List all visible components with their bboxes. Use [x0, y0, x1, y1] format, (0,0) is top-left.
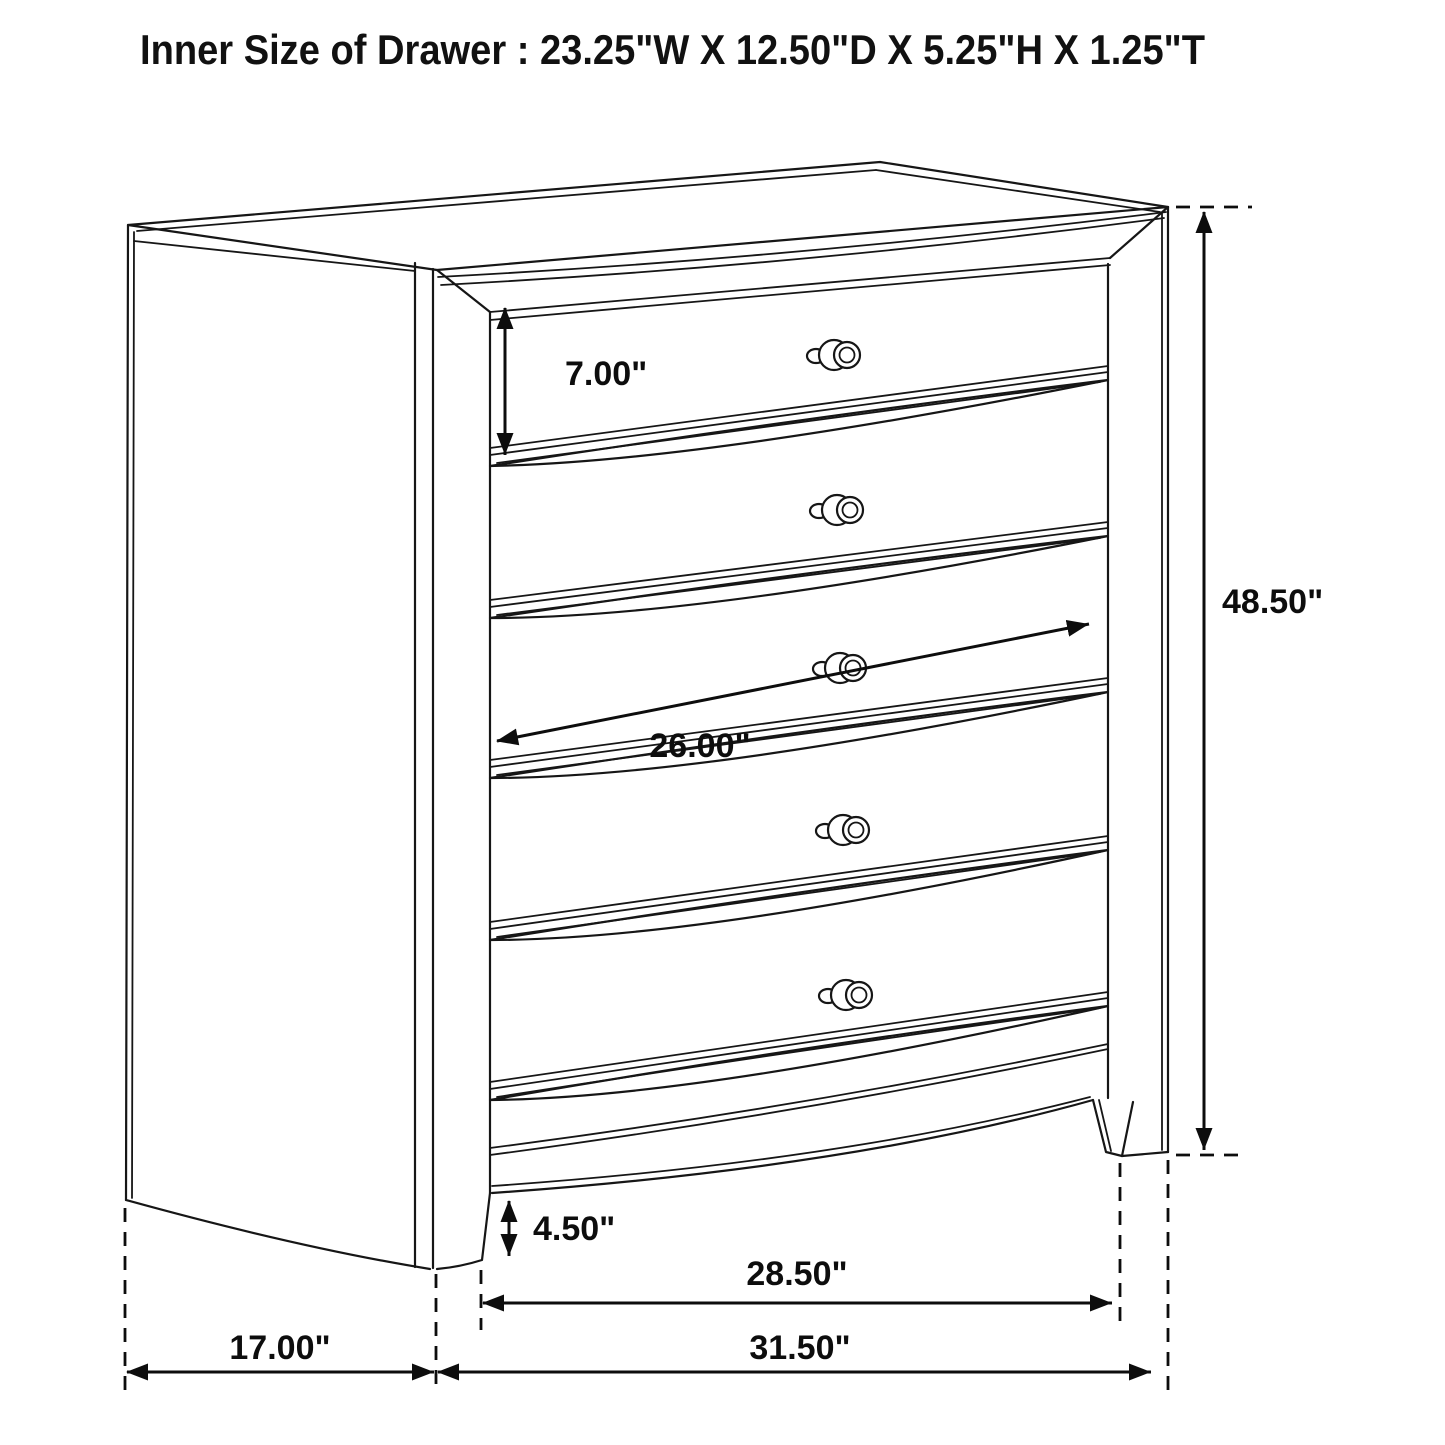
- gap-line: [490, 528, 1108, 607]
- dim-label-width-between-legs: 28.50": [746, 1255, 848, 1293]
- drawer-divider-band-4: [490, 836, 1108, 940]
- knob-face: [843, 817, 869, 843]
- gap-line: [490, 998, 1108, 1089]
- knob-face: [837, 497, 863, 523]
- knob-face: [846, 982, 872, 1008]
- top-panel-back-left-edge: [137, 170, 876, 231]
- front-right-leg: [1093, 1100, 1133, 1156]
- front-right-leg-inner: [1099, 1100, 1111, 1151]
- page-title: Inner Size of Drawer : 23.25"W X 12.50"D X 5.25"H X 1.25"T: [140, 26, 1206, 73]
- top-rail-gap-line-b: [490, 265, 1110, 320]
- side-panel-back-edge: [126, 225, 128, 1200]
- lens-inner-line: [497, 538, 1100, 615]
- drawer-divider-band-3: [490, 678, 1108, 778]
- lens-inner-line: [497, 694, 1100, 775]
- drawer-5-knob-icon: [819, 980, 872, 1010]
- bottom-right-baseline: [1122, 1152, 1168, 1156]
- chest-side-panel: [126, 225, 433, 1269]
- lens-inner-line: [497, 852, 1100, 937]
- front-left-leg: [437, 1193, 490, 1269]
- dim-label-foot-height: 4.50": [533, 1210, 616, 1248]
- gap-line: [490, 842, 1108, 929]
- side-panel-bottom-edge: [126, 1200, 430, 1269]
- lens-inner-line: [497, 382, 1100, 463]
- drawer-4-knob-icon: [816, 815, 869, 845]
- side-panel-back-inner-edge: [132, 232, 134, 1198]
- top-panel-back-right-edge: [876, 170, 1160, 212]
- dim-label-overall-width: 31.50": [749, 1329, 851, 1367]
- dim-arrow-drawer-width: [497, 624, 1089, 741]
- drawer-divider-band-5: [490, 992, 1108, 1100]
- top-panel-fascia-curve-a: [438, 212, 1166, 277]
- top-rail-gap-line-a: [490, 258, 1110, 312]
- dim-label-overall-height: 48.50": [1222, 583, 1324, 621]
- dim-label-top-drawer-height: 7.00": [565, 355, 648, 393]
- drawer-1-knob-icon: [807, 340, 860, 370]
- knob-face: [834, 342, 860, 368]
- dimension-annotations: [127, 212, 1323, 1372]
- dim-label-side-depth: 17.00": [229, 1329, 331, 1367]
- dim-label-drawer-width: 26.00": [649, 727, 751, 765]
- top-panel-outline: [128, 162, 1168, 270]
- drawer-divider-band-2: [490, 522, 1108, 618]
- drawer-2-knob-icon: [810, 495, 863, 525]
